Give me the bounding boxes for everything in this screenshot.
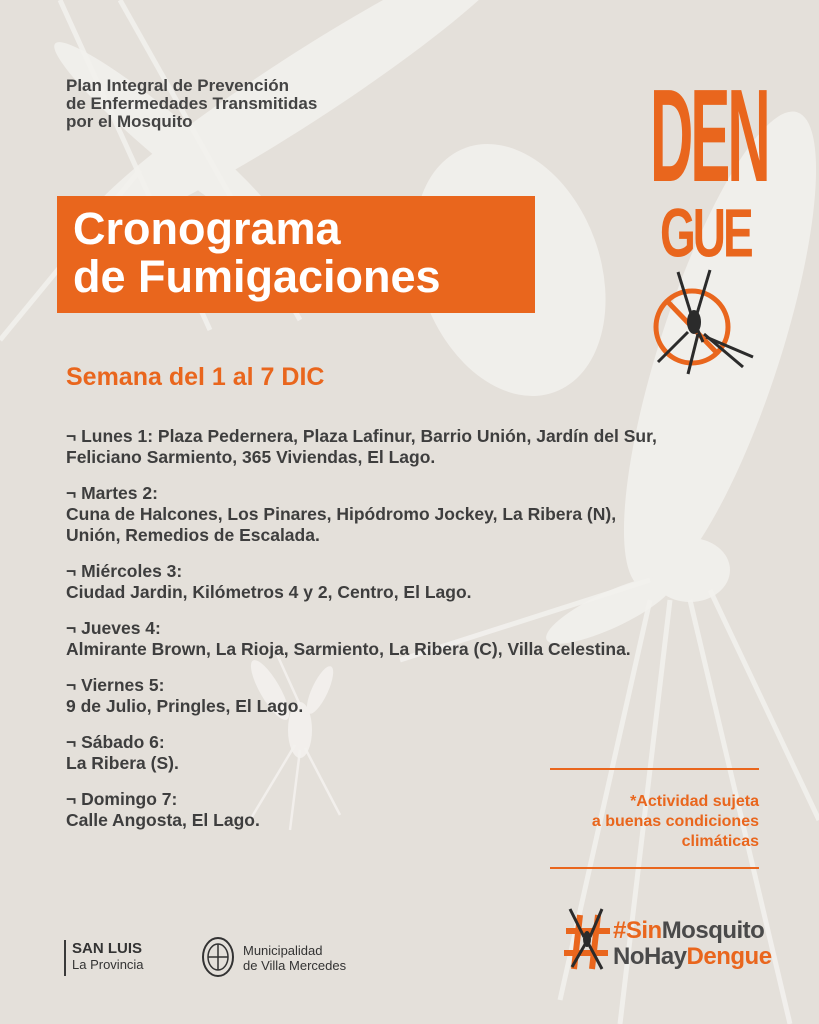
dengue-word-line: DEN: [650, 62, 768, 210]
san-luis-name: SAN LUIS: [72, 940, 143, 957]
page-title-line: Cronograma: [73, 203, 341, 254]
subtitle-line: de Enfermedades Transmitidas: [66, 94, 318, 113]
schedule-places: Ciudad Jardin, Kilómetros 4 y 2, Centro, El Lago.: [66, 582, 472, 602]
notice-line: climáticas: [681, 833, 759, 850]
schedule-places: 9 de Julio, Pringles, El Lago.: [66, 696, 304, 716]
dengue-logo: [638, 62, 768, 382]
schedule-places: Calle Angosta, El Lago.: [66, 810, 260, 830]
municipality-line: de Villa Mercedes: [243, 958, 347, 973]
hashtag-part: Mosquito: [661, 917, 765, 944]
schedule-day: ¬ Viernes 5:: [66, 675, 165, 695]
schedule-places: Unión, Remedios de Escalada.: [66, 525, 320, 545]
hash-mosquito-icon: [562, 907, 614, 973]
schedule-places: Feliciano Sarmiento, 365 Viviendas, El Lago.: [66, 447, 436, 467]
campaign-hashtag: [562, 907, 772, 977]
schedule-entry: [66, 426, 766, 468]
schedule-day: ¬ Jueves 4:: [66, 618, 161, 638]
hashtag-part: #Sin: [613, 917, 662, 944]
title-banner: [57, 196, 535, 313]
subtitle-line: por el Mosquito: [66, 112, 193, 131]
hashtag-part: NoHay: [613, 943, 687, 970]
municipal-seal-icon: [200, 935, 236, 979]
schedule-day: ¬ Domingo 7:: [66, 789, 178, 809]
notice-line: *Actividad sujeta: [630, 793, 759, 810]
schedule-entry: [66, 483, 766, 546]
weather-notice: [550, 768, 759, 869]
schedule-day: ¬ Lunes 1: Plaza Pedernera, Plaza Lafinur, Barrio Unión, Jardín del Sur,: [66, 426, 657, 446]
san-luis-sub: La Provincia: [72, 957, 144, 972]
municipality-logo: [200, 935, 347, 984]
schedule-day: ¬ Miércoles 3:: [66, 561, 183, 581]
schedule-day: ¬ Martes 2:: [66, 483, 158, 503]
schedule-places: Almirante Brown, La Rioja, Sarmiento, La Ribera (C), Villa Celestina.: [66, 639, 631, 659]
no-mosquito-icon: [648, 262, 758, 382]
dengue-word-line: GUE: [660, 193, 751, 272]
schedule-places: La Ribera (S).: [66, 753, 179, 773]
schedule-entry: [66, 675, 766, 717]
schedule-day: ¬ Sábado 6:: [66, 732, 165, 752]
subtitle-line: Plan Integral de Prevención: [66, 76, 289, 95]
municipality-line: Municipalidad: [243, 943, 323, 958]
schedule-entry: [66, 561, 766, 603]
program-subtitle: [66, 77, 396, 131]
hashtag-part: Dengue: [686, 943, 772, 970]
week-heading: Semana del 1 al 7 DIC: [66, 363, 325, 391]
schedule-entry: [66, 618, 766, 660]
page-title-line: de Fumigaciones: [73, 251, 441, 302]
notice-line: a buenas condiciones: [591, 813, 759, 830]
san-luis-logo: [64, 940, 144, 976]
schedule-places: Cuna de Halcones, Los Pinares, Hipódromo Jockey, La Ribera (N),: [66, 504, 617, 524]
